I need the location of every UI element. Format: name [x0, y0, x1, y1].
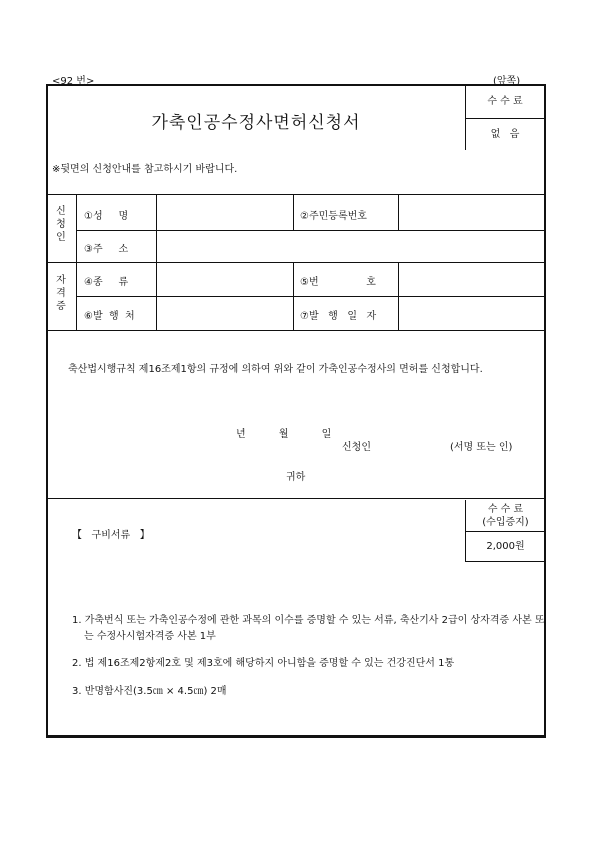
fee-value: 없 음	[466, 118, 544, 151]
statement-bottom-line	[47, 498, 545, 499]
table-bottom-line	[47, 330, 545, 331]
applicant-signature-label: 신청인	[342, 442, 371, 453]
license-number-label: ⑤번 호	[300, 277, 376, 288]
stamp-fee-labels	[466, 500, 545, 532]
rrn-label: ②주민등록번호	[300, 211, 367, 222]
stamp-fee-sublabel: (수입증지)	[482, 517, 529, 528]
name-field[interactable]	[157, 195, 293, 230]
address-label: ③주 소	[84, 244, 129, 255]
issue-date-label: ⑦발 행 일 자	[300, 311, 377, 322]
page-side-label: (앞쪽)	[493, 76, 521, 87]
document-item: 3. 반명함사진(3.5㎝ × 4.5㎝) 2매	[72, 686, 227, 697]
stamp-fee-amount: 2,000원	[486, 541, 525, 552]
required-documents-title: 【 구비서류 】	[72, 530, 150, 541]
issuer-field[interactable]	[157, 297, 293, 330]
document-item: 1. 가축번식 또는 가축인공수정에 관한 과목의 이수를 증명할 수 있는 서류, 축산기사 2급이 상자격증 사본 또는 수정사시험자격증 사본 1부	[72, 615, 545, 642]
applicant-heading: 신 청 인	[56, 206, 66, 243]
issue-date-field[interactable]	[399, 297, 544, 330]
rrn-field[interactable]	[399, 195, 544, 230]
stamp-fee-label: 수 수 료	[487, 504, 524, 515]
issuer-label: ⑥발 행 처	[84, 311, 135, 322]
license-type-field[interactable]	[157, 263, 293, 296]
address-field[interactable]	[157, 231, 544, 262]
date-line: 년 월 일	[236, 429, 332, 440]
rrn-left-line	[293, 194, 294, 230]
fee-box-top	[465, 86, 544, 150]
signature-note: (서명 또는 인)	[450, 442, 513, 453]
guide-note: ※뒷면의 신청안내를 참고하시기 바랍니다.	[52, 164, 238, 175]
name-label: ①성 명	[84, 211, 129, 222]
application-statement: 축산법시행규칙 제16조제1항의 규정에 의하여 위와 같이 가축인공수정사의 면허를 신청합니다.	[68, 364, 483, 375]
addressee: 귀하	[286, 472, 306, 483]
license-type-label: ④종 류	[84, 277, 129, 288]
license-mid-left-line	[293, 262, 294, 330]
form-title: 가축인공수정사면허신청서	[151, 113, 361, 133]
fee-label: 수 수 료	[487, 96, 523, 107]
fee-box-stamp	[465, 500, 545, 562]
form-number: <92 번>	[52, 76, 95, 87]
heading-column-line	[76, 194, 77, 330]
license-heading: 자 격 증	[56, 275, 66, 312]
document-item: 2. 법 제16조제2항제2호 및 제3호에 해당하지 아니함을 증명할 수 있는 건강진단서 1통	[72, 658, 455, 669]
license-number-field[interactable]	[399, 263, 544, 296]
